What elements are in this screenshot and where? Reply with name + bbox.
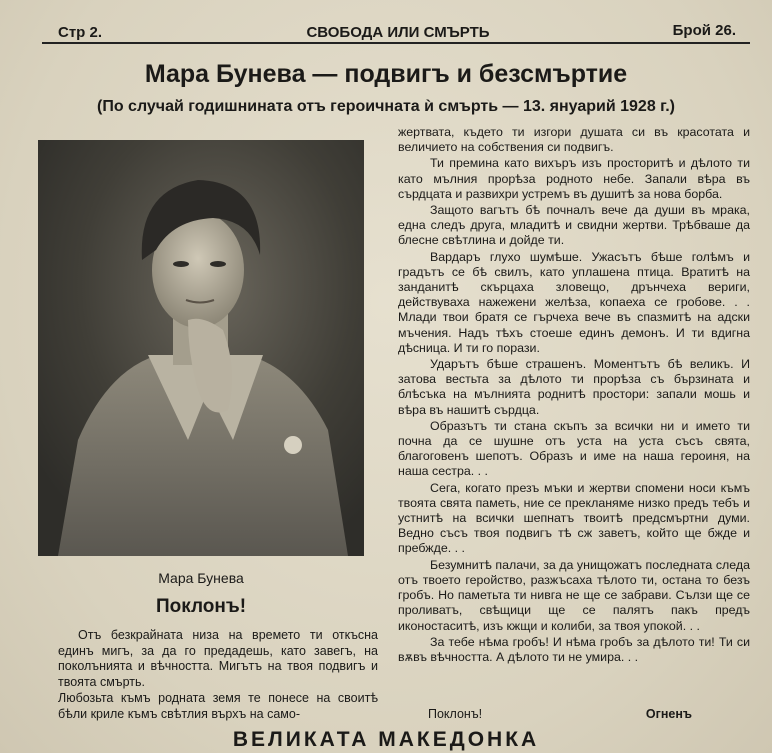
right-column-text (398, 125, 750, 666)
newspaper-name: СВОБОДА ИЛИ СМЪРТЬ (306, 24, 490, 41)
author-name: Огненъ (645, 707, 692, 721)
paragraph: Сега, когато презъ мъки и жертви спомени носи къмъ твоята свята паметь, ние се прекланяме низко предъ тебъ и устнитѣ на всички шепнатъ твоитѣ предсмъртни думи. Ведно съсъ твоя подвигъ тѣ сж заветъ, който ще бжде и пребжде. . . (398, 480, 750, 556)
article-subtitle: (По случай годишнината отъ героичната ѝ смърть — 13. януарий 1928 г.) (97, 98, 675, 115)
article-title: Мара Бунева — подвигъ и безсмъртие (144, 60, 628, 88)
left-column-text (58, 628, 378, 724)
paragraph: Защото вагътъ бѣ почналъ вече да души въ мрака, една следъ друга, младитѣ и свидни жертви. Трѣбваше да блесне свѣтлина и дойде ти. (398, 203, 750, 248)
portrait-photo (38, 140, 364, 556)
paragraph: Образътъ ти стана скъпъ за всички ни и името ти почна да се шушне отъ уста на уста съсъ свята, благоговенъ шепотъ. Образъ и име на наша героиня, на наша сестра. . . (398, 418, 750, 479)
header-rule (42, 42, 750, 44)
paragraph: Вардаръ глухо шумѣше. Ужасътъ бѣше голѣмъ и градътъ се бѣ свилъ, като уплашена птица. Вратитѣ на занданитѣ скърцаха зловещо, дрънчеха вериги, действуваха нажежени желѣза, копаеха се гробове. . . Млади твои братя се гърчеха вече въ спазмитѣ на адски мъчения. Надъ тѣхъ стоеше единъ демонъ. И ти вдигна дѣсница. И ти го порази. (398, 249, 750, 355)
photo-caption: Мара Бунева (158, 570, 244, 586)
paragraph: За тебе нѣма гробъ! И нѣма гробъ за дѣлото ти! Ти си вѫвъ вѣчността. А дѣлото ти не умира. . . (398, 634, 750, 664)
issue-number: Брой 26. (672, 22, 736, 39)
footer-banner: ВЕЛИКАТА МАКЕДОНКА (232, 728, 540, 751)
closing-word: Поклонъ! (428, 707, 483, 721)
left-heading: Поклонъ! (155, 596, 247, 617)
page-header (42, 22, 754, 44)
paragraph: Отъ безкрайната низа на времето ти откъсна единъ мигъ, за да го предадешь, като завегъ, на поколънията и вѣчността. Мигътъ на твоя подвигъ и твоята смърть. (58, 628, 378, 689)
paragraph: жертвата, където ти изгори душата си въ красотата и величието на собствения си подвигъ. (398, 125, 750, 155)
page-number: Стр 2. (58, 24, 103, 41)
paragraph: Любозьта къмъ родната земя те понесе на своитѣ бѣли криле къмъ свѣтлия върхъ на само- (58, 691, 378, 721)
paragraph: Безумнитѣ палачи, за да унищожатъ последната следа отъ твоето геройство, разжъсаха тѣлото ти, остана то безъ гробъ. Но паметьта ти нивга не ще се забрави. Сълзи ще се проливатъ, свѣщици ще се палятъ пакъ предъ иконостаситѣ, изъ кжщи и колиби, за твоя упокой. . . (398, 557, 750, 633)
paragraph: Ти премина като вихъръ изъ просторитѣ и дѣлото ти като мълния прорѣза родното небе. Запали вѣра въ сърдцата и развихри устремъ въ душитѣ за нова борба. (398, 156, 750, 201)
paragraph: Ударътъ бѣше страшенъ. Моментътъ бѣ великъ. И затова вестьта за дѣлото ти прорѣза съ бързината и блѣсъка на мълнията роднитѣ простори: запали мошь и вѣра въ нашитѣ сърдца. (398, 357, 750, 417)
